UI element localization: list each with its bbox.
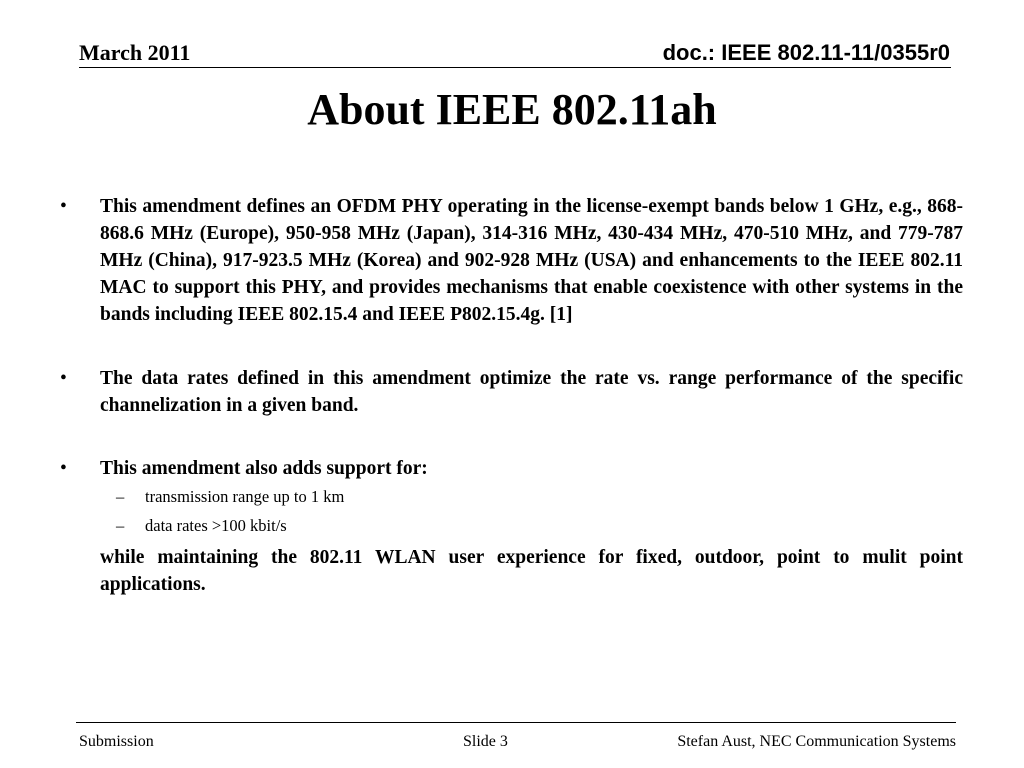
sub-bullet-item: [60, 483, 963, 511]
footer-author: Stefan Aust, NEC Communication Systems: [677, 733, 956, 750]
dash-icon: –: [116, 487, 125, 506]
bullet-dot-icon: •: [60, 368, 67, 389]
slide-title: About IEEE 802.11ah: [307, 85, 717, 134]
slide-body: [60, 193, 963, 598]
continuation-text: while maintaining the 802.11 WLAN user experience for fixed, outdoor, point to mulit point applications.: [100, 547, 963, 595]
slide-number: Slide 3: [463, 733, 508, 750]
footer-submission: Submission: [79, 733, 154, 750]
bullet-item: [60, 365, 963, 419]
bullet-dot-icon: •: [60, 196, 67, 217]
footer-divider: [76, 722, 956, 723]
header-date: March 2011: [79, 40, 191, 65]
dash-icon: –: [116, 516, 125, 535]
sub-bullet-item: [60, 512, 963, 540]
bullet-item: [60, 455, 963, 482]
bullet-text: This amendment also adds support for:: [100, 458, 428, 479]
bullet-text: This amendment defines an OFDM PHY operating in the license-exempt bands below 1 GHz, e.g., 868-868.6 MHz (Europe), 950-958 MHz (Japan), 314-316 MHz, 430-434 MHz, 470-510 MHz, and 779-787 MHz (China), 917-923.5 MHz (Korea) and 902-928 MHz (USA) and enhancements to the IEEE 802.11 MAC to support this PHY, and provides mechanisms that enable coexistence with other systems in the bands including IEEE 802.15.4 and IEEE P802.15.4g. [1]: [100, 196, 963, 325]
sub-bullet-text: data rates >100 kbit/s: [145, 516, 287, 535]
sub-bullet-text: transmission range up to 1 km: [145, 487, 345, 506]
bullet-text: The data rates defined in this amendment optimize the rate vs. range performance of the specific channelization in a given band.: [100, 368, 963, 416]
bullet-item: [60, 193, 963, 328]
document-id: doc.: IEEE 802.11-11/0355r0: [662, 40, 950, 65]
header-divider: [79, 67, 951, 68]
bullet-dot-icon: •: [60, 458, 67, 479]
